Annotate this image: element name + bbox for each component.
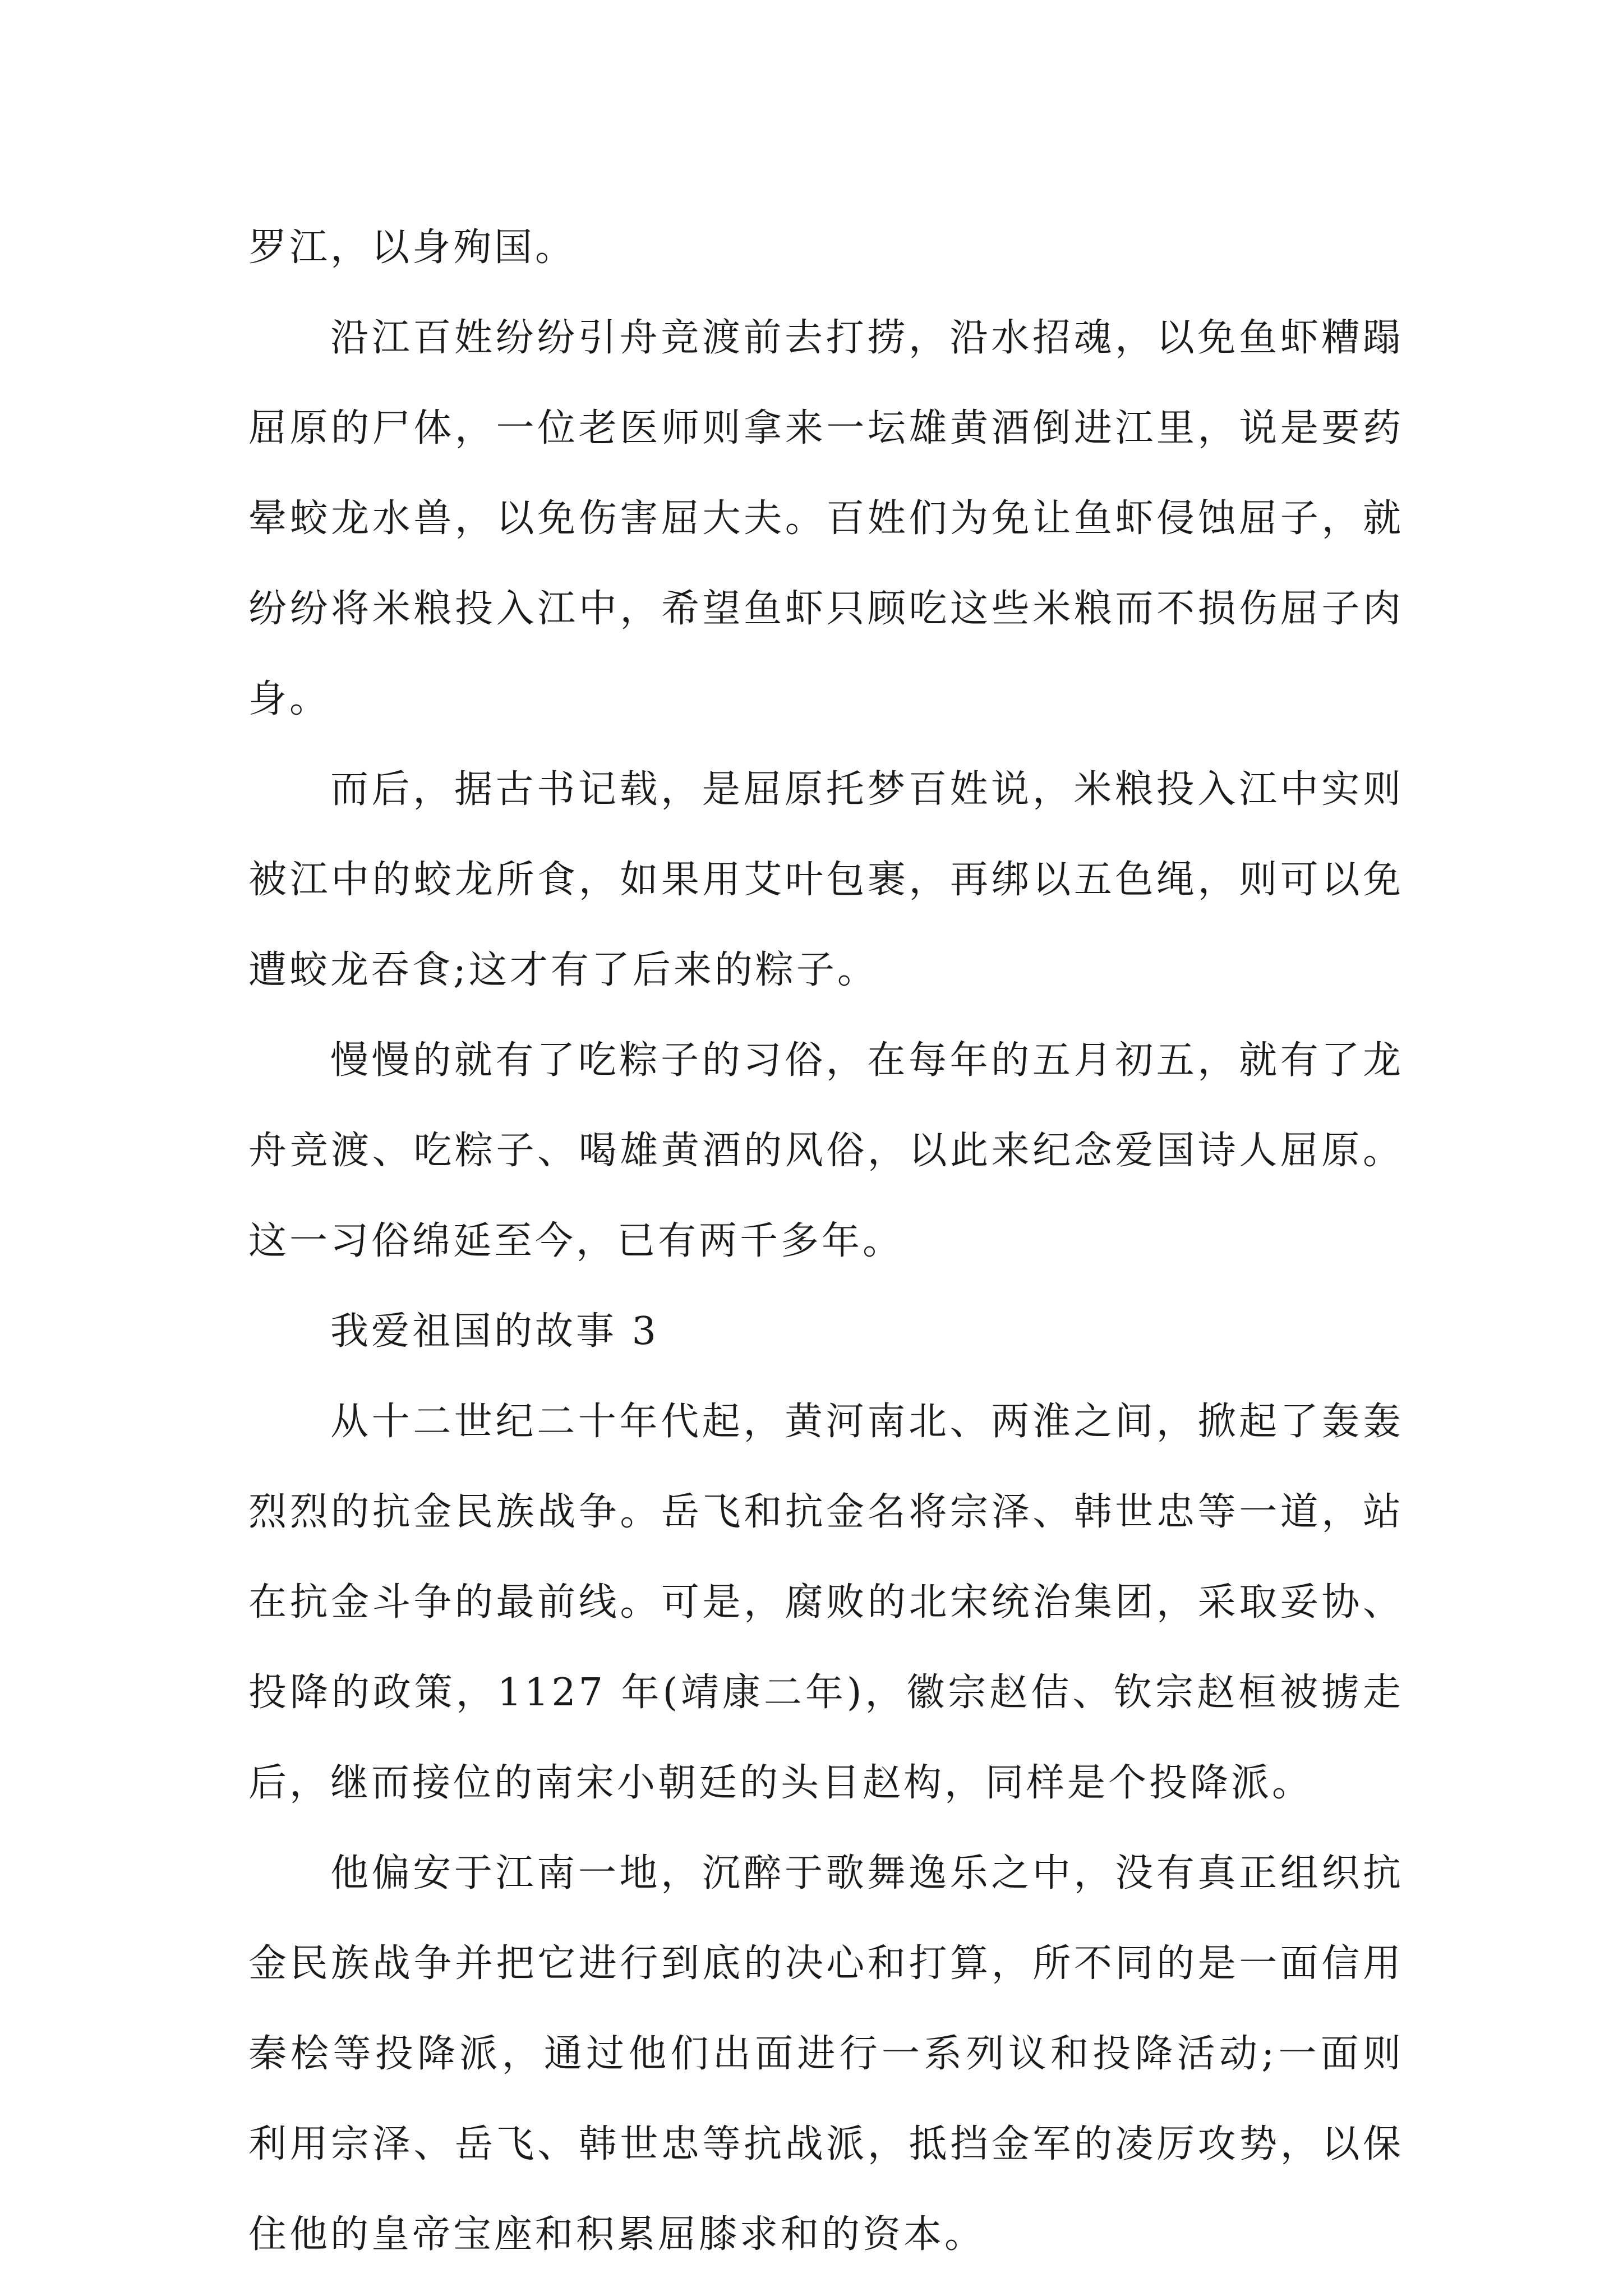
section-heading: 我爱祖国的故事 3 [330, 1309, 659, 1354]
paragraph: 而后，据古书记载，是屈原托梦百姓说，米粮投入江中实则被江中的蛟龙所食，如果用艾叶包裹，再绑以五色绳，则可以免遭蛟龙吞食;这才有了后来的粽子。 [248, 767, 1404, 992]
paragraph: 他偏安于江南一地，沉醉于歌舞逸乐之中，没有真正组织抗金民族战争并把它进行到底的决心和打算，所不同的是一面信用秦桧等投降派，通过他们出面进行一系列议和投降活动;一面则利用宗泽、岳飞、韩世忠等抗战派，抵挡金军的凌厉攻势，以保住他的皇帝宝座和积累屈膝求和的资本。 [248, 1851, 1404, 2257]
paragraph: 从十二世纪二十年代起，黄河南北、两淮之间，掀起了轰轰烈烈的抗金民族战争。岳飞和抗金名将宗泽、韩世忠等一道，站在抗金斗争的最前线。可是，腐败的北宋统治集团，采取妥协、投降的政策，1127 年(靖康二年)，徽宗赵佶、钦宗赵桓被掳走后，继而接位的南宋小朝廷的头目赵构，同样是个投降派。 [248, 1400, 1404, 1805]
body-text [248, 203, 1404, 2280]
paragraph: 慢慢的就有了吃粽子的习俗，在每年的五月初五，就有了龙舟竞渡、吃粽子、喝雄黄酒的风俗，以此来纪念爱国诗人屈原。这一习俗绵延至今，已有两千多年。 [248, 1038, 1404, 1263]
paragraph: 罗江，以身殉国。 [248, 226, 577, 270]
paragraph: 沿江百姓纷纷引舟竞渡前去打捞，沿水招魂，以免鱼虾糟蹋屈原的尸体，一位老医师则拿来一坛雄黄酒倒进江里，说是要药晕蛟龙水兽，以免伤害屈大夫。百姓们为免让鱼虾侵蚀屈子，就纷纷将米粮投入江中，希望鱼虾只顾吃这些米粮而不损伤屈子肉身。 [248, 316, 1404, 721]
